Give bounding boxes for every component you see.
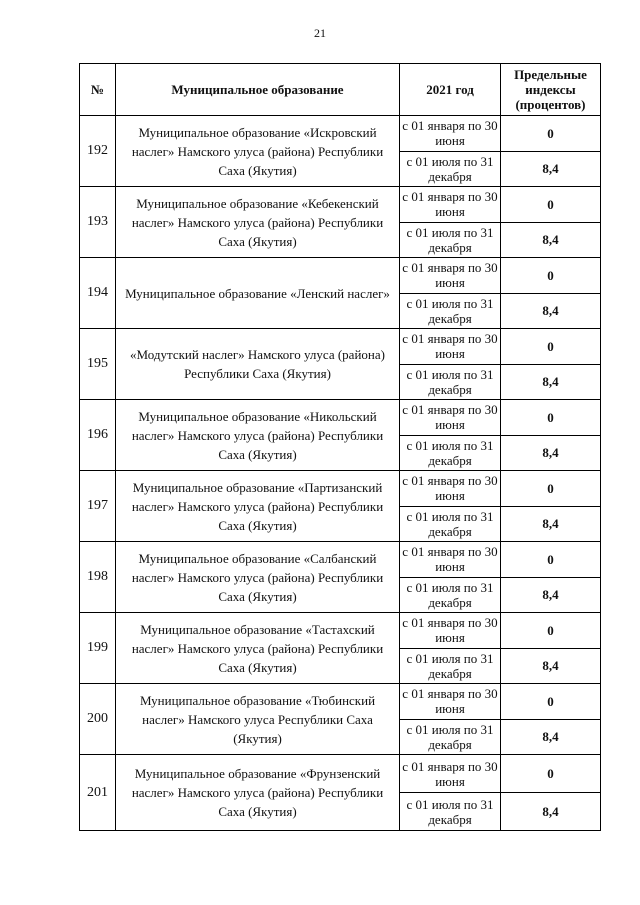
index-cell	[501, 400, 600, 470]
period-second-half: с 01 июля по 31 декабря	[406, 796, 494, 827]
period-first-half: с 01 января по 30 июня	[400, 613, 500, 649]
table-row	[80, 116, 600, 187]
index-first-half: 0	[501, 755, 600, 793]
row-number: 195	[80, 329, 116, 399]
period-second-half: с 01 июля по 31 декабря	[406, 437, 494, 468]
table-row	[80, 329, 600, 400]
period-first-half: с 01 января по 30 июня	[400, 400, 500, 436]
period-first-half: с 01 января по 30 июня	[400, 542, 500, 578]
period-cell	[400, 471, 501, 541]
period-cell	[400, 755, 501, 830]
index-first-half: 0	[501, 258, 600, 294]
table-row	[80, 613, 600, 684]
row-number: 193	[80, 187, 116, 257]
municipality-name: Муниципальное образование «Тюбинский наслег» Намского улуса Республики Саха (Якутия)	[116, 684, 400, 754]
period-cell	[400, 187, 501, 257]
row-number: 192	[80, 116, 116, 186]
municipality-name: Муниципальное образование «Салбанский наслег» Намского улуса (района) Республики Саха (Якутия)	[116, 542, 400, 612]
municipality-name: «Модутский наслег» Намского улуса (района) Республики Саха (Якутия)	[116, 329, 400, 399]
index-cell	[501, 471, 600, 541]
row-number: 199	[80, 613, 116, 683]
period-first-half: с 01 января по 30 июня	[400, 684, 500, 720]
period-second-half: с 01 июля по 31 декабря	[406, 721, 494, 752]
period-cell	[400, 116, 501, 186]
table-row	[80, 471, 600, 542]
index-second-half: 8,4	[542, 445, 559, 461]
index-first-half: 0	[501, 116, 600, 152]
period-cell	[400, 329, 501, 399]
table-body	[80, 116, 600, 830]
index-second-half: 8,4	[542, 161, 559, 177]
row-number: 194	[80, 258, 116, 328]
municipality-name: Муниципальное образование «Тастахский наслег» Намского улуса (района) Республики Саха (Якутия)	[116, 613, 400, 683]
municipality-name: Муниципальное образование «Партизанский наслег» Намского улуса (района) Республики Саха (Якутия)	[116, 471, 400, 541]
index-second-half: 8,4	[542, 516, 559, 532]
row-number: 200	[80, 684, 116, 754]
period-cell	[400, 542, 501, 612]
index-cell	[501, 187, 600, 257]
period-cell	[400, 258, 501, 328]
period-second-half: с 01 июля по 31 декабря	[406, 650, 494, 681]
page-number: 21	[314, 26, 326, 40]
index-second-half: 8,4	[542, 374, 559, 390]
period-cell	[400, 400, 501, 470]
period-cell	[400, 684, 501, 754]
index-cell	[501, 684, 600, 754]
municipality-name: Муниципальное образование «Фрунзенский наслег» Намского улуса (района) Республики Саха (Якутия)	[116, 755, 400, 830]
period-cell	[400, 613, 501, 683]
index-cell	[501, 613, 600, 683]
index-first-half: 0	[501, 613, 600, 649]
index-second-half: 8,4	[542, 729, 559, 745]
period-second-half: с 01 июля по 31 декабря	[406, 579, 494, 610]
table-row	[80, 258, 600, 329]
index-cell	[501, 542, 600, 612]
index-cell	[501, 258, 600, 328]
index-cell	[501, 755, 600, 830]
index-first-half: 0	[501, 684, 600, 720]
index-second-half: 8,4	[542, 232, 559, 248]
header-year: 2021 год	[400, 64, 501, 115]
period-second-half: с 01 июля по 31 декабря	[406, 295, 494, 326]
table-row	[80, 542, 600, 613]
row-number: 198	[80, 542, 116, 612]
period-first-half: с 01 января по 30 июня	[400, 187, 500, 223]
table-row	[80, 187, 600, 258]
municipality-name: Муниципальное образование «Кебекенский наслег» Намского улуса (района) Республики Саха (Якутия)	[116, 187, 400, 257]
index-cell	[501, 329, 600, 399]
municipality-name: Муниципальное образование «Искровский наслег» Намского улуса (района) Республики Саха (Якутия)	[116, 116, 400, 186]
header-limit-index: Предельные индексы (процентов)	[514, 67, 587, 112]
table-header-row	[80, 64, 600, 116]
period-second-half: с 01 июля по 31 декабря	[406, 508, 494, 539]
period-second-half: с 01 июля по 31 декабря	[406, 224, 494, 255]
row-number: 197	[80, 471, 116, 541]
municipality-name: Муниципальное образование «Никольский наслег» Намского улуса (района) Республики Саха (Якутия)	[116, 400, 400, 470]
period-first-half: с 01 января по 30 июня	[400, 258, 500, 294]
table-row	[80, 400, 600, 471]
index-second-half: 8,4	[542, 587, 559, 603]
period-first-half: с 01 января по 30 июня	[400, 116, 500, 152]
index-cell	[501, 116, 600, 186]
period-first-half: с 01 января по 30 июня	[400, 755, 500, 793]
index-first-half: 0	[501, 329, 600, 365]
header-municipality: Муниципальное образование	[116, 64, 400, 115]
period-first-half: с 01 января по 30 июня	[400, 471, 500, 507]
index-first-half: 0	[501, 542, 600, 578]
index-second-half: 8,4	[542, 303, 559, 319]
period-first-half: с 01 января по 30 июня	[400, 329, 500, 365]
period-second-half: с 01 июля по 31 декабря	[406, 366, 494, 397]
row-number: 196	[80, 400, 116, 470]
index-first-half: 0	[501, 471, 600, 507]
header-number: №	[80, 64, 116, 115]
tariff-index-table	[79, 63, 601, 831]
index-first-half: 0	[501, 400, 600, 436]
index-first-half: 0	[501, 187, 600, 223]
table-row	[80, 755, 600, 830]
index-second-half: 8,4	[542, 804, 559, 819]
index-second-half: 8,4	[542, 658, 559, 674]
period-second-half: с 01 июля по 31 декабря	[406, 153, 494, 184]
municipality-name: Муниципальное образование «Ленский наслег»	[116, 258, 400, 328]
table-row	[80, 684, 600, 755]
row-number: 201	[80, 755, 116, 830]
